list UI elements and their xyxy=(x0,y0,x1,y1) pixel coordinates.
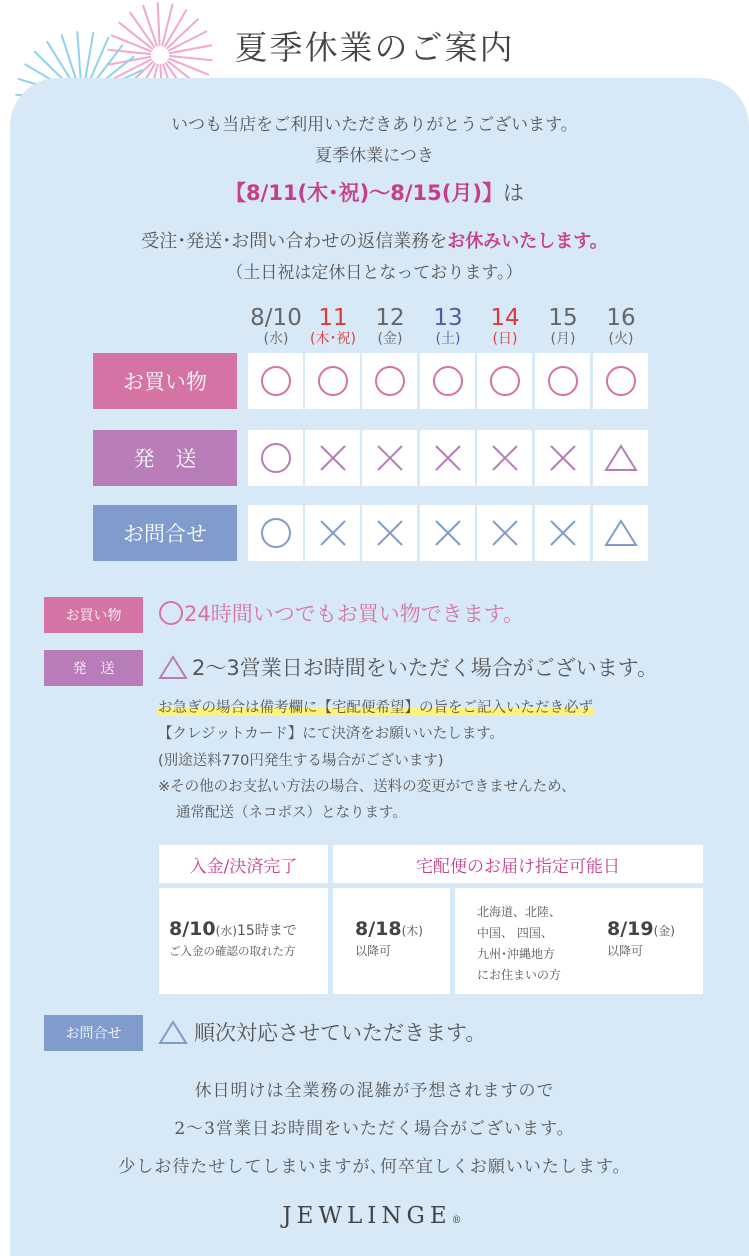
cross-icon xyxy=(373,516,407,550)
circle-icon xyxy=(316,364,350,398)
row-label: お買い物 xyxy=(93,353,237,409)
shipping-note-1 xyxy=(158,696,593,717)
cross-icon xyxy=(546,516,580,550)
schedule-cell xyxy=(535,353,590,409)
shipping-note-4: ※その他のお支払い方法の場合、送料の変更ができませんため、 xyxy=(158,779,576,795)
day-number: 8/10 xyxy=(250,305,302,331)
day-weekday: (日) xyxy=(492,331,518,347)
cross-icon xyxy=(488,441,522,475)
day-number: 13 xyxy=(433,305,463,331)
page-title: 夏季休業のご案内 xyxy=(234,28,515,67)
row-label: 発 送 xyxy=(93,430,237,486)
shipping-note-5: 通常配送（ネコポス）となります。 xyxy=(176,805,407,821)
brand-logo-text: JEWLINGE xyxy=(282,1203,452,1229)
delivery-1-date: 8/18 xyxy=(355,918,402,940)
cross-icon xyxy=(373,441,407,475)
cross-icon xyxy=(431,441,465,475)
schedule-cell xyxy=(248,430,303,486)
circle-icon xyxy=(259,441,293,475)
schedule-cell xyxy=(420,430,475,486)
delivery-2-date: 8/19 xyxy=(607,918,654,940)
schedule-cell xyxy=(305,353,360,409)
row-label: お問合せ xyxy=(93,505,237,561)
schedule-cell xyxy=(362,430,417,486)
cross-icon xyxy=(431,516,465,550)
circle-icon xyxy=(259,364,293,398)
delivery-1-line xyxy=(355,918,423,940)
shipping-note-3: (別途送料770円発生する場合がございます) xyxy=(158,753,444,769)
payment-line xyxy=(169,918,297,940)
region-list xyxy=(477,902,561,986)
legend-tag-shipping: 発 送 xyxy=(44,650,143,686)
shipping-note-1-highlight: お急ぎの場合は備考欄に【宅配便希望】の旨をご記入いただき必ず xyxy=(158,700,593,716)
day-number: 15 xyxy=(548,305,578,331)
schedule-cell xyxy=(420,353,475,409)
day-header xyxy=(420,305,476,347)
table-header-payment: 入金/決済完了 xyxy=(159,845,328,883)
delivery-2-line xyxy=(607,918,675,940)
intro-line-4-emphasis: お休みいたします。 xyxy=(447,231,608,252)
schedule-cell xyxy=(248,353,303,409)
day-header xyxy=(248,305,304,347)
circle-icon xyxy=(546,364,580,398)
circle-icon xyxy=(431,364,465,398)
closing-line-3: 少しお待たせしてしまいますが､何卒宜しくお願いいたします。 xyxy=(118,1157,631,1177)
schedule-cell xyxy=(362,353,417,409)
cross-icon xyxy=(316,441,350,475)
schedule-cell xyxy=(535,430,590,486)
day-header xyxy=(305,305,361,347)
table-cell-payment xyxy=(159,888,328,994)
legend-shipping-line xyxy=(158,652,658,682)
payment-week: (水) xyxy=(215,924,237,938)
holiday-dates-range: 【8/11(木･祝)〜8/15(月)】 xyxy=(225,181,503,205)
day-weekday: (火) xyxy=(608,331,634,347)
schedule-cell xyxy=(593,353,648,409)
circle-icon xyxy=(158,600,184,626)
day-weekday: (木･祝) xyxy=(310,331,356,347)
legend-shopping-line xyxy=(158,598,524,628)
day-number: 16 xyxy=(606,305,636,331)
schedule-cell xyxy=(477,430,532,486)
schedule-cell xyxy=(593,430,648,486)
legend-inquiry-text: 順次対応させていただきます。 xyxy=(194,1021,487,1045)
day-weekday: (金) xyxy=(377,331,403,347)
cross-icon xyxy=(546,441,580,475)
cross-icon xyxy=(488,516,522,550)
day-header xyxy=(593,305,649,347)
day-header xyxy=(362,305,418,347)
schedule-cell xyxy=(305,430,360,486)
table-header-delivery: 宅配便のお届け指定可能日 xyxy=(333,845,703,883)
shipping-note-2: 【クレジットカード】にて決済をお願いいたします。 xyxy=(158,726,505,742)
payment-note: ご入金の確認の取れた方 xyxy=(169,944,296,958)
closing-line-2: 2〜3営業日お時間をいただく場合がございます。 xyxy=(174,1119,575,1139)
table-cell-delivery-1 xyxy=(333,888,450,994)
day-number: 11 xyxy=(318,305,348,331)
schedule-cell xyxy=(593,505,648,561)
closing-line-1: 休日明けは全業務の混雑が予想されますので xyxy=(194,1081,555,1101)
intro-line-1: いつも当店をご利用いただきありがとうございます。 xyxy=(171,115,578,135)
triangle-icon xyxy=(158,654,188,680)
brand-logo: JEWLINGE® xyxy=(282,1203,467,1229)
day-weekday: (水) xyxy=(263,331,289,347)
triangle-icon xyxy=(603,517,639,549)
circle-icon xyxy=(604,364,638,398)
holiday-dates xyxy=(0,177,749,207)
payment-date: 8/10 xyxy=(169,918,216,940)
region-line: 中国、 四国、 xyxy=(477,926,553,940)
legend-shipping-text: 2〜3営業日お時間をいただく場合がございます。 xyxy=(192,656,659,680)
schedule-cell xyxy=(535,505,590,561)
schedule-cell xyxy=(248,505,303,561)
region-line: にお住まいの方 xyxy=(477,968,562,982)
region-line: 九州･沖縄地方 xyxy=(477,947,556,961)
schedule-cell xyxy=(420,505,475,561)
legend-tag-inquiry: お問合せ xyxy=(44,1015,143,1051)
delivery-2-week: (金) xyxy=(653,924,675,938)
table-cell-delivery-2 xyxy=(455,888,703,994)
day-number: 14 xyxy=(490,305,520,331)
triangle-icon xyxy=(603,442,639,474)
delivery-2-note: 以降可 xyxy=(607,944,644,958)
holiday-dates-suffix: は xyxy=(502,181,524,205)
circle-icon xyxy=(373,364,407,398)
schedule-cell xyxy=(477,353,532,409)
schedule-cell xyxy=(305,505,360,561)
circle-icon xyxy=(259,516,293,550)
triangle-icon xyxy=(158,1019,188,1045)
legend-inquiry-line xyxy=(158,1017,486,1047)
intro-line-4-prefix: 受注･発送･お問い合わせの返信業務を xyxy=(141,231,448,252)
day-header xyxy=(477,305,533,347)
payment-time: 15時まで xyxy=(236,923,297,939)
region-line: 北海道、北陸、 xyxy=(477,905,562,919)
legend-shopping-text: 24時間いつでもお買い物できます。 xyxy=(184,602,525,626)
day-weekday: (土) xyxy=(435,331,461,347)
delivery-1-note: 以降可 xyxy=(355,944,392,958)
cross-icon xyxy=(316,516,350,550)
circle-icon xyxy=(488,364,522,398)
legend-tag-shopping: お買い物 xyxy=(44,597,143,633)
delivery-1-week: (木) xyxy=(401,924,423,938)
day-number: 12 xyxy=(375,305,405,331)
intro-line-4 xyxy=(0,227,749,253)
schedule-cell xyxy=(477,505,532,561)
day-weekday: (月) xyxy=(550,331,576,347)
intro-line-2: 夏季休業につき xyxy=(315,146,434,166)
day-header xyxy=(535,305,591,347)
intro-line-5: （土日祝は定休日となっております。） xyxy=(226,263,523,283)
schedule-cell xyxy=(362,505,417,561)
